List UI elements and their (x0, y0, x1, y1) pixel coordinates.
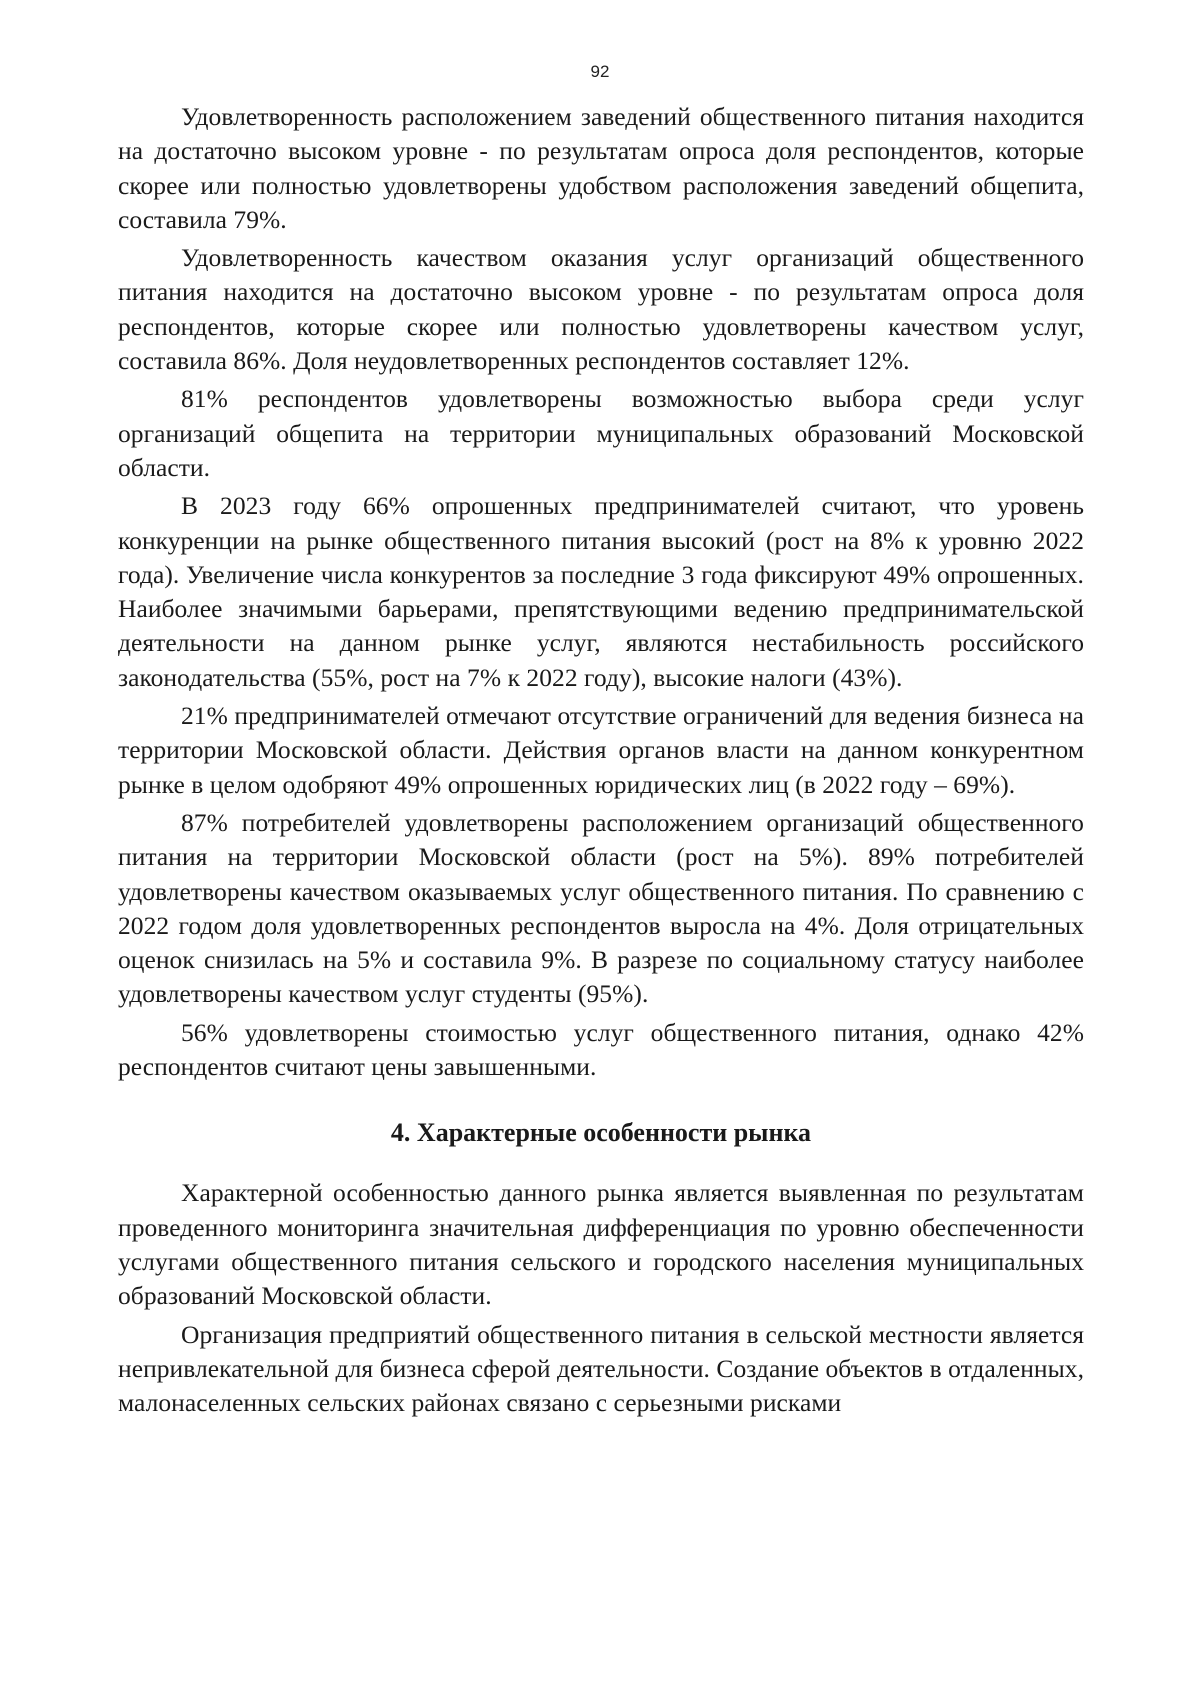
paragraph: В 2023 году 66% опрошенных предпринимателей считают, что уровень конкуренции на рынке общественного питания высокий (рост на 8% к уровню 2022 года). Увеличение числа конкурентов за последние 3 года фиксируют 49% опрошенных. Наиболее значимыми барьерами, препятствующими ведению предпринимательской деятельности на данном рынке услуг, являются нестабильность российского законодательства (55%, рост на 7% к 2022 году), высокие налоги (43%). (118, 491, 1084, 692)
paragraph: 87% потребителей удовлетворены расположением организаций общественного питания на территории Московской области (рост на 5%). 89% потребителей удовлетворены качеством оказываемых услуг общественного питания. По сравнению с 2022 годом доля удовлетворенных респондентов выросла на 4%. Доля отрицательных оценок снизилась на 5% и составила 9%. В разрезе по социальному статусу наиболее удовлетворены качеством услуг студенты (95%). (118, 807, 1084, 1009)
paragraph: 81% респондентов удовлетворены возможностью выбора среди услуг организаций общепита на территории муниципальных образований Московской области. (118, 384, 1084, 482)
paragraph: Удовлетворенность расположением заведений общественного питания находится на достаточно высоком уровне - по результатам опроса доля респондентов, которые скорее или полностью удовлетворены удобством расположения заведений общепита, составила 79%. (118, 102, 1084, 234)
page-number: 92 (590, 62, 610, 81)
document-body (118, 100, 1084, 1424)
paragraph: Организация предприятий общественного питания в сельской местности является непривлекательной для бизнеса сферой деятельности. Создание объектов в отдаленных, малонаселенных сельских районах связано с серьезными рисками (118, 1319, 1084, 1418)
paragraph: Характерной особенностью данного рынка является выявленная по результатам проведенного мониторинга значительная дифференциация по уровню обеспеченности услугами общественного питания сельского и городского населения муниципальных образований Московской области. (118, 1178, 1084, 1311)
paragraph: 56% удовлетворены стоимостью услуг общественного питания, однако 42% респондентов считают цены завышенными. (118, 1017, 1084, 1082)
section-heading: 4. Характерные особенности рынка (390, 1118, 812, 1148)
paragraph: Удовлетворенность качеством оказания услуг организаций общественного питания находится на достаточно высоком уровне - по результатам опроса доля респондентов, которые скорее или полностью удовлетворены качеством услуг, составила 86%. Доля неудовлетворенных респондентов составляет 12%. (118, 243, 1084, 376)
paragraph: 21% предпринимателей отмечают отсутствие ограничений для ведения бизнеса на территории Московской области. Действия органов власти на данном конкурентном рынке в целом одобряют 49% опрошенных юридических лиц (в 2022 году – 69%). (118, 701, 1084, 799)
